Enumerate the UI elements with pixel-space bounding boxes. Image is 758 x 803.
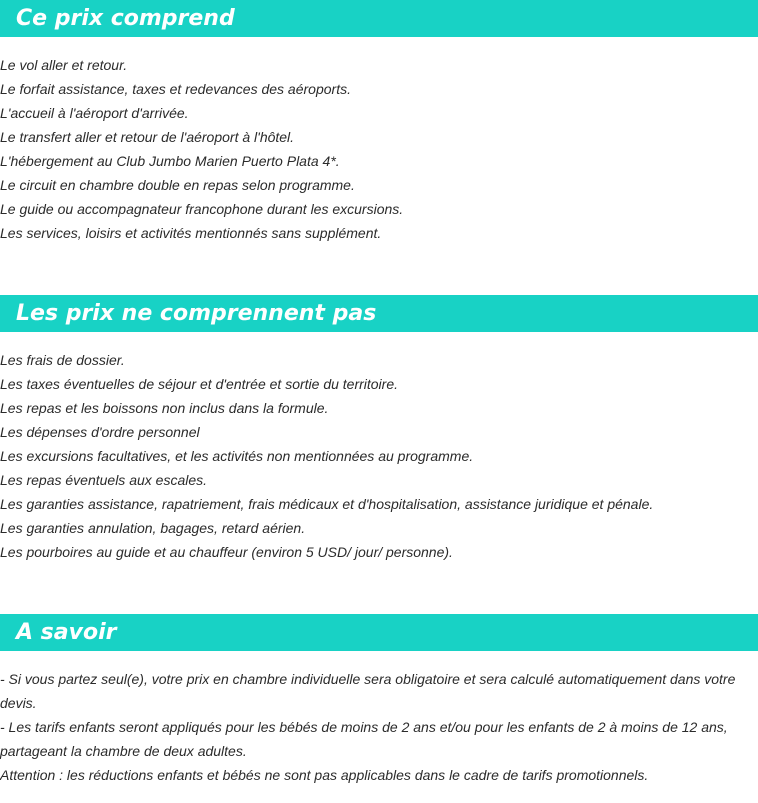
list-item: Les frais de dossier. bbox=[0, 352, 125, 368]
list-item: Le transfert aller et retour de l'aéroport à l'hôtel. bbox=[0, 129, 295, 145]
list-item: - Si vous partez seul(e), votre prix en chambre individuelle sera obligatoire et sera calculé automatiquement dans votre devis. bbox=[0, 671, 736, 711]
section-not-included bbox=[0, 295, 758, 564]
list-item: Les garanties assistance, rapatriement, frais médicaux et d'hospitalisation, assistance juridique et pénale. bbox=[0, 496, 654, 512]
a-savoir-list bbox=[0, 667, 758, 787]
included-list bbox=[0, 53, 758, 245]
list-item: Les repas éventuels aux escales. bbox=[0, 472, 208, 488]
list-item: Les taxes éventuelles de séjour et d'entrée et sortie du territoire. bbox=[0, 376, 399, 392]
list-item: Les repas et les boissons non inclus dans la formule. bbox=[0, 400, 329, 416]
list-item: Le vol aller et retour. bbox=[0, 57, 128, 73]
list-item: Les excursions facultatives, et les activités non mentionnées au programme. bbox=[0, 448, 474, 464]
list-item: Les dépenses d'ordre personnel bbox=[0, 424, 200, 440]
list-item: Le guide ou accompagnateur francophone durant les excursions. bbox=[0, 201, 404, 217]
list-item: Le forfait assistance, taxes et redevances des aéroports. bbox=[0, 81, 351, 97]
list-item: - Les tarifs enfants seront appliqués pour les bébés de moins de 2 ans et/ou pour les enfants de 2 à moins de 12 ans, partageant la chambre de deux adultes. bbox=[0, 719, 728, 759]
list-item: Les garanties annulation, bagages, retard aérien. bbox=[0, 520, 306, 536]
list-item: L'accueil à l'aéroport d'arrivée. bbox=[0, 105, 189, 121]
list-item: Les pourboires au guide et au chauffeur (environ 5 USD/ jour/ personne). bbox=[0, 544, 453, 560]
section-a-savoir bbox=[0, 614, 758, 787]
list-item: Le circuit en chambre double en repas selon programme. bbox=[0, 177, 355, 193]
section-title-a-savoir: A savoir bbox=[0, 614, 758, 651]
not-included-list bbox=[0, 348, 758, 564]
section-included bbox=[0, 0, 758, 245]
list-item: L'hébergement au Club Jumbo Marien Puerto Plata 4*. bbox=[0, 153, 340, 169]
section-title-not-included: Les prix ne comprennent pas bbox=[0, 295, 758, 332]
section-title-included: Ce prix comprend bbox=[0, 0, 758, 37]
list-item: Les services, loisirs et activités mentionnés sans supplément. bbox=[0, 225, 382, 241]
list-item: Attention : les réductions enfants et bébés ne sont pas applicables dans le cadre de tarifs promotionnels. bbox=[0, 767, 649, 783]
